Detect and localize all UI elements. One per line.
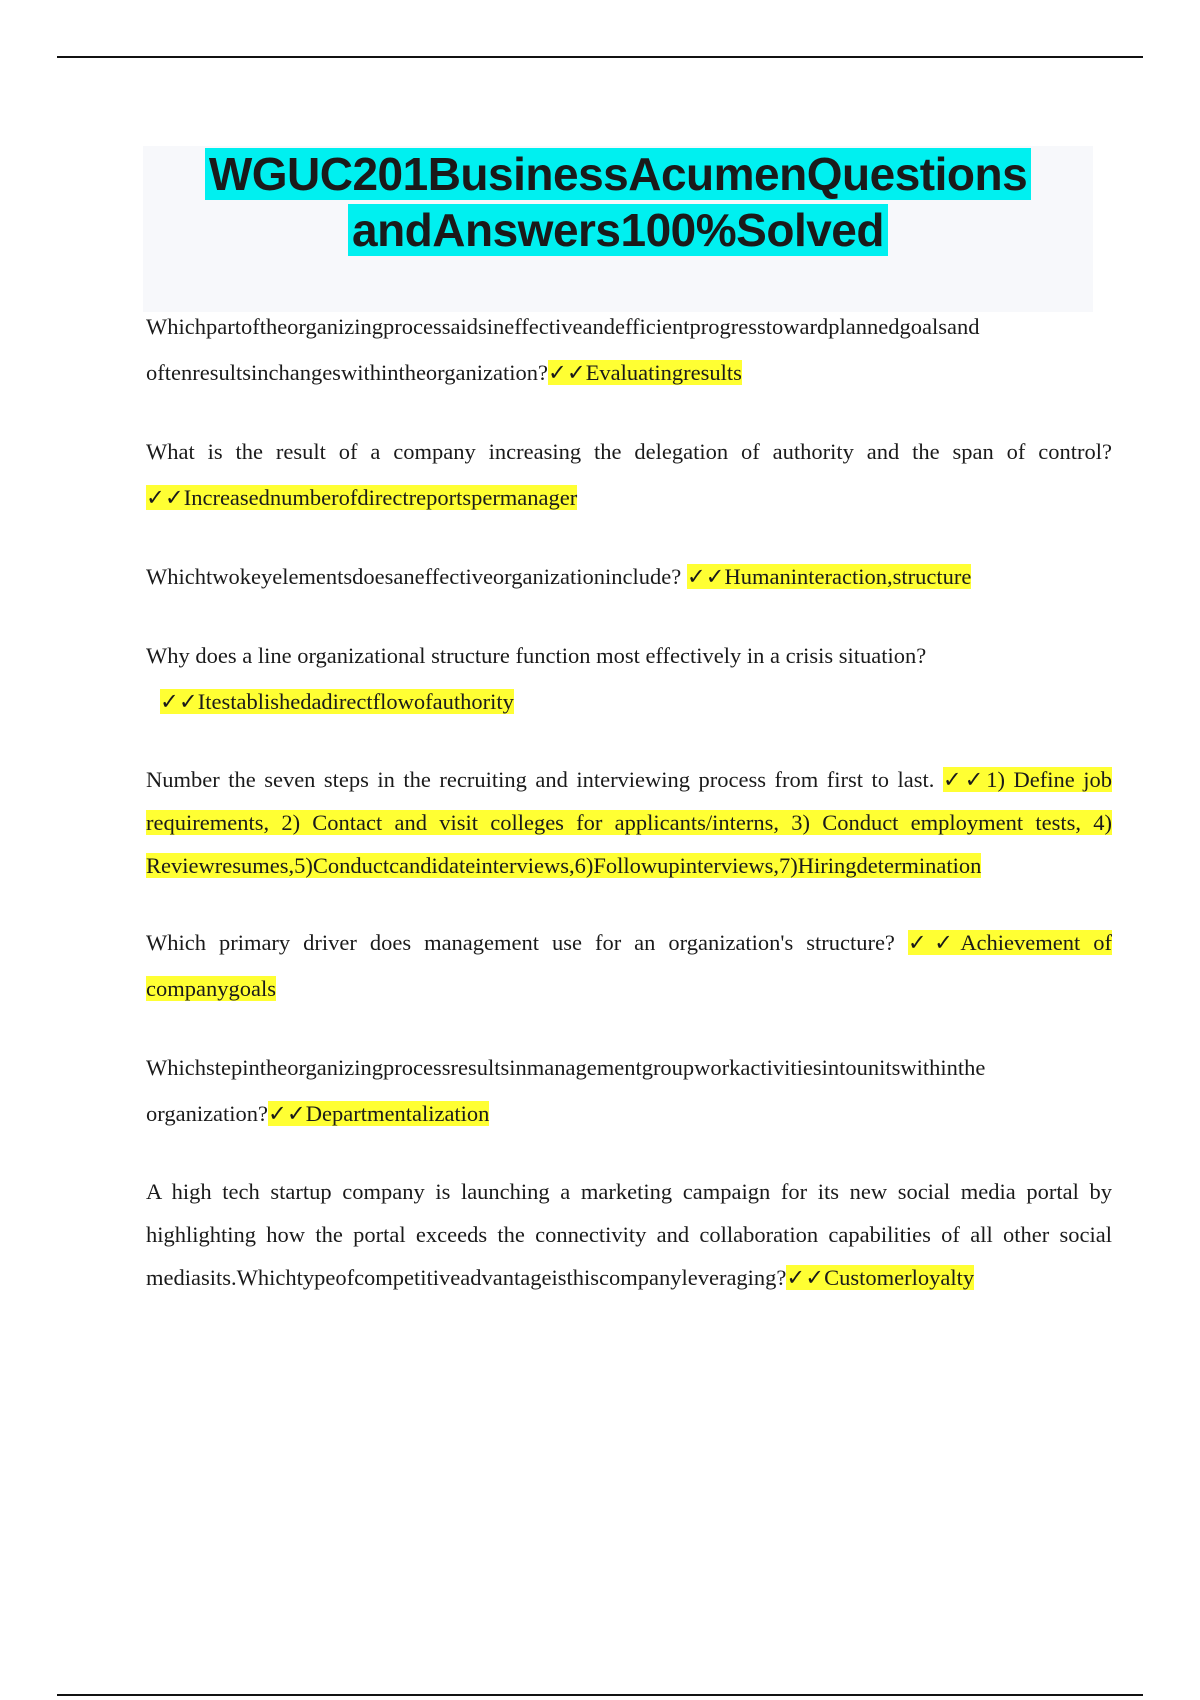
question-text: Whichstepintheorganizingprocessresultsinmanagementgroupworkactivitiesintounitswithinthe organization? — [146, 1055, 986, 1126]
answer-highlight — [146, 485, 577, 510]
answer-text: Increasednumberofdirectreportspermanager — [183, 485, 578, 510]
qa-item-2 — [146, 429, 1112, 521]
answer-text: Evaluatingresults — [585, 360, 742, 385]
answer-text: Customerloyalty — [824, 1265, 975, 1290]
question-text: Why does a line organizational structure function most effectively in a crisis situation? — [146, 643, 927, 668]
qa-item-3 — [146, 554, 1112, 600]
qa-item-5 — [146, 758, 1112, 887]
answer-text: Itestablishedadirectflowofauthority — [197, 689, 514, 714]
double-check-icon: ✓✓ — [907, 930, 961, 955]
answer-highlight — [687, 564, 972, 589]
answer-text: Achievement of companygoals — [146, 930, 1112, 1001]
title-line-1: WGUC201BusinessAcumenQuestions — [205, 148, 1031, 200]
question-text: A high tech startup company is launching a marketing campaign for its new social media portal by highlighting how the portal exceeds the connectivity and collaboration capabilities of all other social mediasits.Whichtypeofcompetitiveadvantageisthiscompanyleveraging? — [146, 1179, 1112, 1290]
top-rule — [57, 56, 1143, 58]
question-text: Which primary driver does management use for an organization's structure? — [146, 930, 895, 955]
double-check-icon: ✓✓ — [547, 360, 586, 385]
qa-list — [146, 304, 1112, 1332]
answer-text: 1) Define job requirements, 2) Contact and visit colleges for applicants/interns, 3) Conduct employment tests, 4) Reviewresumes,5)Conductcandidateinterviews,6)Followupinterviews,7)Hiringdetermination — [146, 767, 1112, 878]
answer-text: Humaninteraction,structure — [724, 564, 972, 589]
question-text: Whichtwokeyelementsdoesaneffectiveorganizationinclude? — [146, 564, 682, 589]
qa-item-4 — [146, 633, 1112, 725]
qa-item-1 — [146, 304, 1112, 396]
answer-highlight — [160, 689, 514, 714]
double-check-icon: ✓✓ — [942, 767, 987, 792]
question-text: What is the result of a company increasing the delegation of authority and the span of control? — [146, 439, 1112, 464]
qa-item-7 — [146, 1045, 1112, 1137]
answer-highlight — [548, 360, 742, 385]
title-line-2: andAnswers100%Solved — [348, 204, 888, 256]
double-check-icon: ✓✓ — [160, 689, 198, 714]
qa-item-8 — [146, 1170, 1112, 1299]
answer-highlight — [786, 1265, 974, 1290]
double-check-icon: ✓✓ — [146, 485, 184, 510]
double-check-icon: ✓✓ — [786, 1265, 825, 1290]
qa-item-6 — [146, 920, 1112, 1012]
double-check-icon: ✓✓ — [686, 564, 725, 589]
answer-text: Departmentalization — [305, 1101, 490, 1126]
bottom-rule — [57, 1694, 1143, 1696]
question-text: Number the seven steps in the recruiting and interviewing process from first to last. — [146, 767, 935, 792]
double-check-icon: ✓✓ — [268, 1101, 306, 1126]
answer-highlight — [268, 1101, 489, 1126]
question-text: Whichpartoftheorganizingprocessaidsineffectiveandefficientprogresstowardplannedgoalsand oftenresultsinchangeswithintheorganization? — [146, 314, 980, 385]
document-title — [143, 146, 1093, 258]
